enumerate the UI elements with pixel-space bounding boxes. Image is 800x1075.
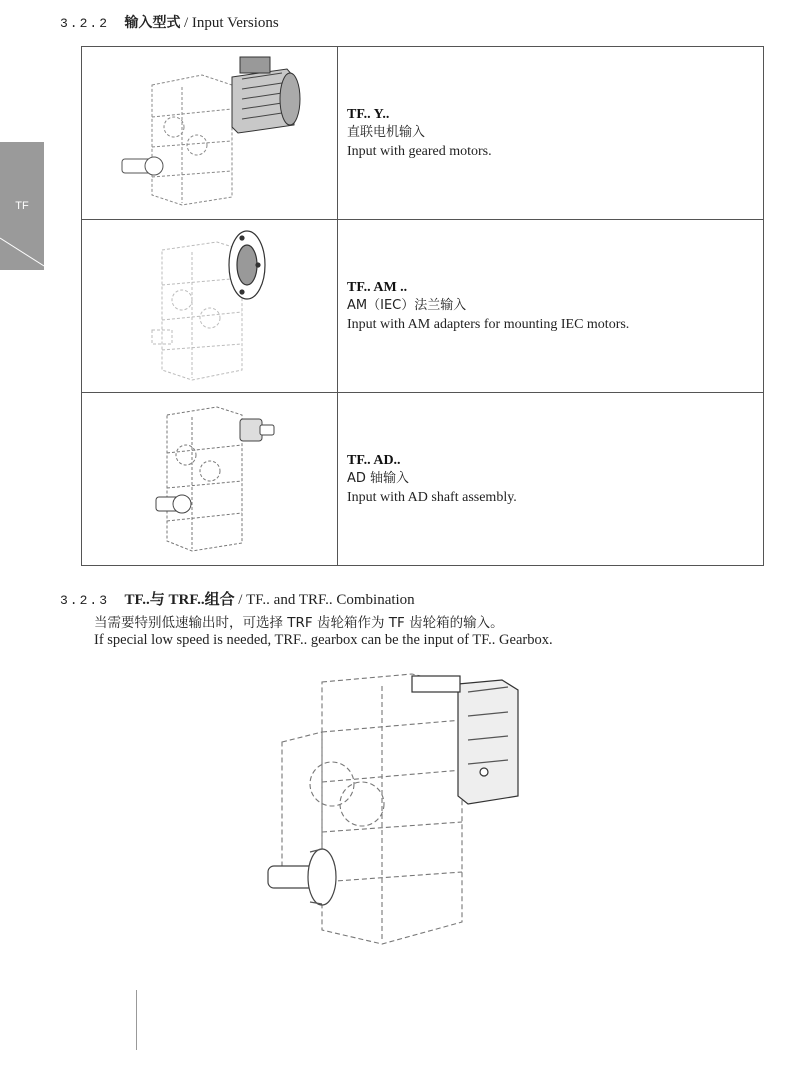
version-image-cell [82, 220, 338, 393]
input-versions-table [81, 46, 764, 566]
am-adapter-drawing [82, 220, 337, 387]
version-cn: AM（IEC）法兰输入 [347, 298, 467, 313]
ad-shaft-drawing [82, 393, 337, 560]
version-cn: AD 轴输入 [347, 471, 410, 486]
version-row [82, 393, 764, 566]
version-image-cell [82, 393, 338, 566]
gear-motor-drawing [82, 47, 337, 214]
section-number: 3.2.2 [60, 16, 110, 31]
version-code: TF.. AM .. [347, 280, 408, 295]
combo-description-cn: 当需要特别低速输出时，可选择 TRF 齿轮箱作为 TF 齿轮箱的输入。 [94, 615, 504, 631]
version-en: Input with AD shaft assembly. [347, 490, 517, 505]
section-title-en: / Input Versions [184, 15, 279, 31]
version-text-cell [338, 47, 764, 220]
version-code: TF.. Y.. [347, 107, 390, 122]
version-row [82, 220, 764, 393]
section-title-combo: TF..与 TRF..组合 [124, 592, 235, 608]
version-en: Input with AM adapters for mounting IEC motors. [347, 317, 630, 332]
tf-trf-combination-drawing [262, 672, 542, 962]
section-title-en: / TF.. and TRF.. Combination [238, 592, 415, 608]
version-text-cell [338, 393, 764, 566]
version-en: Input with geared motors. [347, 144, 492, 159]
version-text-cell [338, 220, 764, 393]
footer-divider [136, 990, 137, 1050]
section-number: 3.2.3 [60, 593, 110, 608]
combo-description-en: If special low speed is needed, TRF.. gearbox can be the input of TF.. Gearbox. [94, 632, 553, 648]
section-heading-323 [60, 588, 415, 609]
section-heading-322 [60, 12, 279, 32]
version-code: TF.. AD.. [347, 453, 401, 468]
version-cn: 直联电机输入 [347, 125, 426, 140]
version-image-cell [82, 47, 338, 220]
side-tab [0, 142, 44, 270]
version-row [82, 47, 764, 220]
side-tab-label: TF [15, 200, 29, 212]
section-title-cn: 输入型式 [124, 15, 181, 31]
